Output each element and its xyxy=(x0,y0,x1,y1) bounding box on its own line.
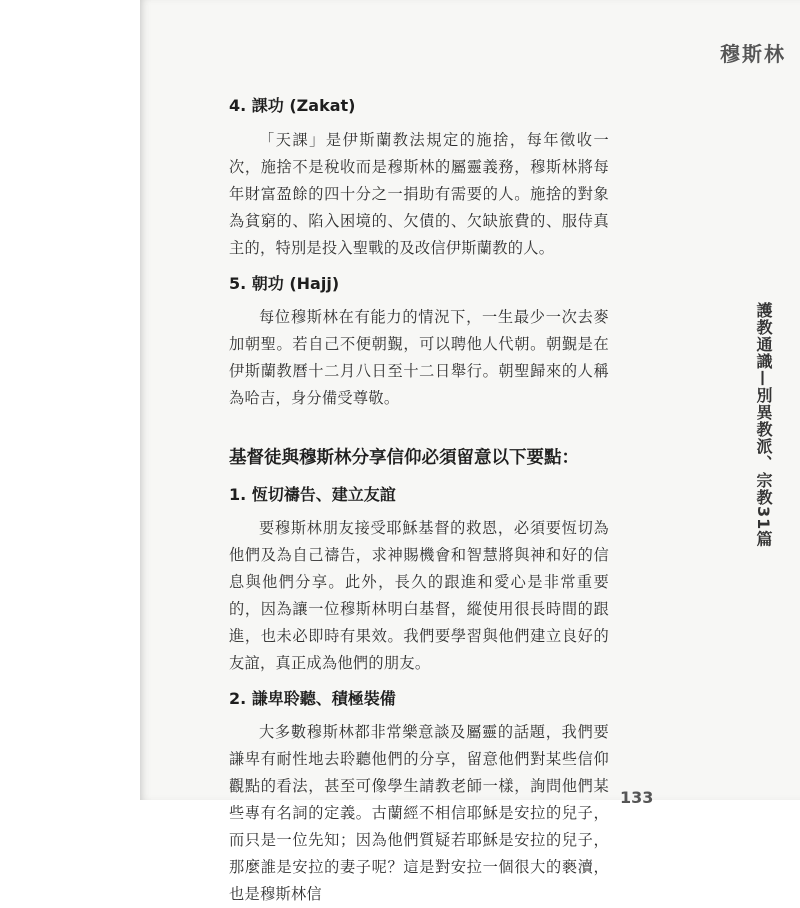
section-5-heading: 5. 朝功 (Hajj) xyxy=(229,274,340,293)
tip-2-heading: 2. 謙卑聆聽、積極裝備 xyxy=(229,689,396,708)
tip-1-paragraph: 要穆斯林朋友接受耶穌基督的救恩，必須要恆切為他們及為自己禱告，求神賜機會和智慧將與神和好的信息與他們分享。此外，長久的跟進和愛心是非常重要的，因為讓一位穆斯林明白基督，縱使用很長時間的跟進，也未必即時有果效。我們要學習與他們建立良好的友誼，真正成為他們的朋友。 xyxy=(229,519,609,672)
section-4-paragraph: 「天課」是伊斯蘭教法規定的施捨，每年徵收一次，施捨不是稅收而是穆斯林的屬靈義務，穆斯林將每年財富盈餘的四十分之一捐助有需要的人。施捨的對象為貧窮的、陷入困境的、欠債的、欠缺旅費的、服侍真主的，特別是投入聖戰的及改信伊斯蘭教的人。 xyxy=(229,131,609,257)
section-4-heading: 4. 課功 (Zakat) xyxy=(229,96,356,115)
page-content xyxy=(229,86,609,908)
page-number: 133 xyxy=(620,788,654,807)
book-page xyxy=(140,0,800,903)
side-book-title: 護教通識—別異教派、宗教31篇 xyxy=(754,302,773,548)
tip-1-heading: 1. 恆切禱告、建立友誼 xyxy=(229,485,396,504)
section-5-paragraph: 每位穆斯林在有能力的情況下，一生最少一次去麥加朝聖。若自己不便朝覲，可以聘他人代朝。朝覲是在伊斯蘭教曆十二月八日至十二日舉行。朝聖歸來的人稱為哈吉，身分備受尊敬。 xyxy=(229,308,609,407)
main-heading: 基督徒與穆斯林分享信仰必須留意以下要點： xyxy=(229,448,579,468)
running-header: 穆斯林 xyxy=(720,42,786,66)
tip-2-paragraph: 大多數穆斯林都非常樂意談及屬靈的話題，我們要謙卑有耐性地去聆聽他們的分享，留意他們對某些信仰觀點的看法，甚至可像學生請教老師一樣，詢問他們某些專有名詞的定義。古蘭經不相信耶穌是安拉的兒子，而只是一位先知；因為他們質疑若耶穌是安拉的兒子，那麼誰是安拉的妻子呢？這是對安拉一個很大的褻瀆，也是穆斯林信 xyxy=(229,723,609,903)
